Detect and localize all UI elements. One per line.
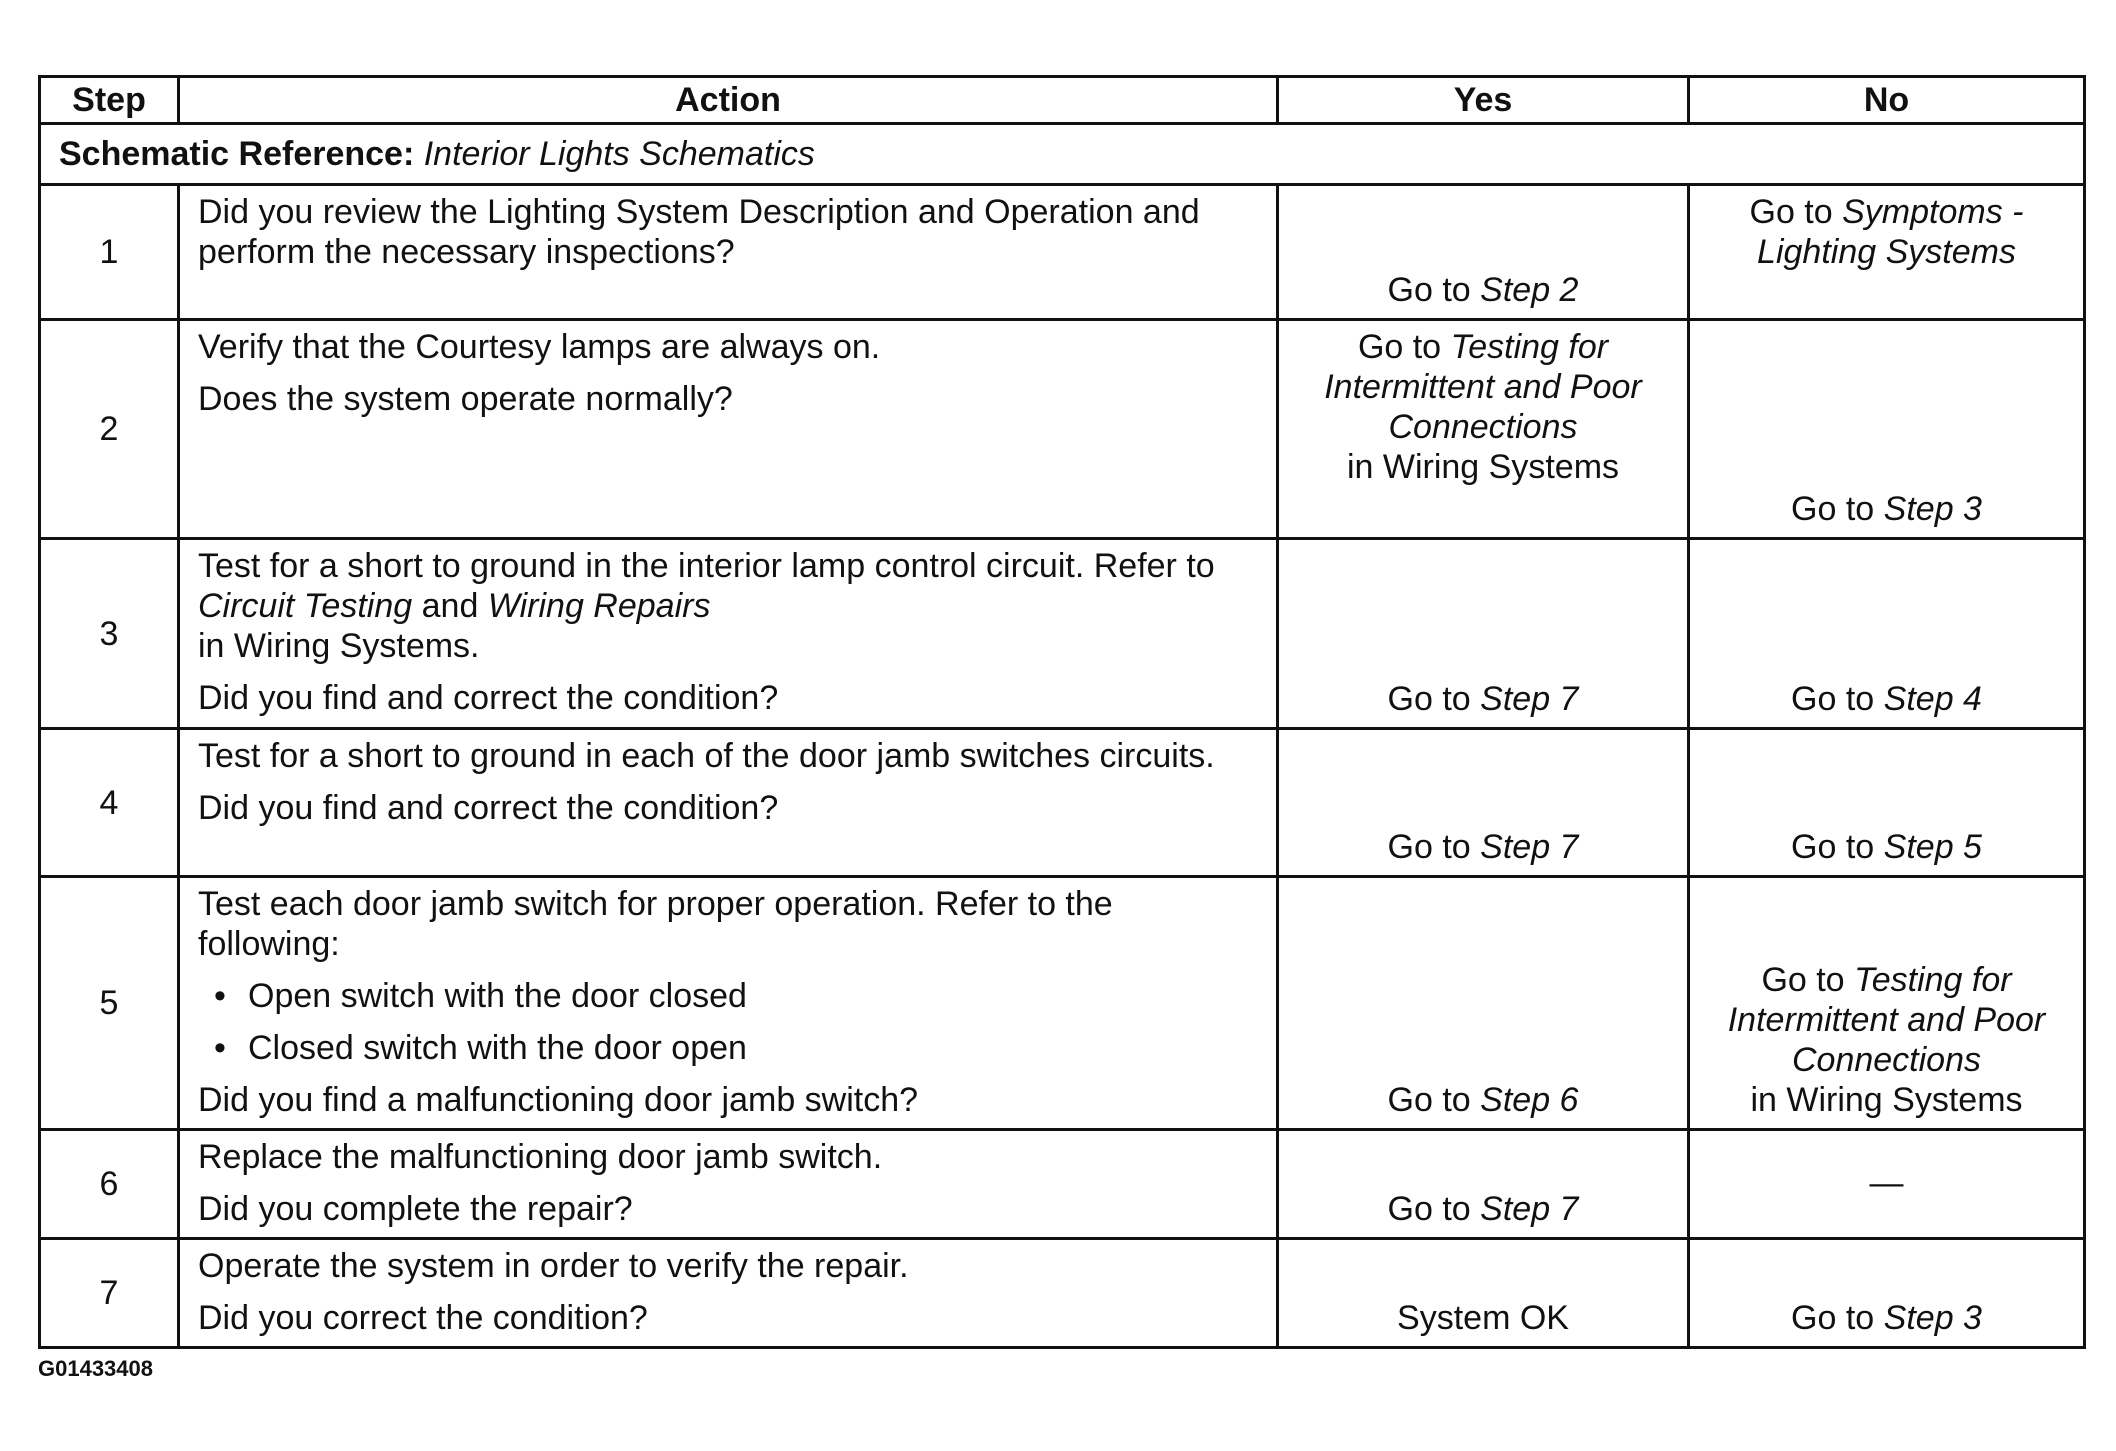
step-number: 6 xyxy=(40,1130,179,1239)
system-ok-text: System OK xyxy=(1397,1299,1569,1337)
action-cell xyxy=(179,877,1278,1130)
action-question: Did you correct the condition? xyxy=(198,1299,648,1337)
dash-text: — xyxy=(1869,1164,1904,1202)
action-text-part: and xyxy=(421,587,479,625)
action-text: Replace the malfunctioning door jamb switch. xyxy=(198,1138,883,1176)
table-row xyxy=(40,1130,2085,1239)
yes-cell xyxy=(1278,185,1689,320)
table-row xyxy=(40,1239,2085,1348)
header-row xyxy=(40,77,2085,124)
table-row xyxy=(40,729,2085,877)
schematic-reference-row xyxy=(40,124,2085,185)
circuit-testing-link[interactable]: Circuit Testing xyxy=(198,587,413,625)
header-action: Action xyxy=(179,77,1278,124)
action-text xyxy=(198,546,1258,666)
action-text: Test for a short to ground in each of the door jamb switches circuits. xyxy=(198,737,1215,775)
goto-text: Go to xyxy=(1749,193,1833,231)
header-yes: Yes xyxy=(1278,77,1689,124)
yes-cell xyxy=(1278,320,1689,539)
step-link[interactable]: Step 7 xyxy=(1480,1190,1579,1228)
action-text: Test each door jamb switch for proper operation. Refer to the following: xyxy=(198,885,1113,963)
yes-cell xyxy=(1278,729,1689,877)
no-cell xyxy=(1689,729,2085,877)
yes-cell xyxy=(1278,539,1689,729)
table-row xyxy=(40,320,2085,539)
no-cell xyxy=(1689,877,2085,1130)
schematic-reference-link[interactable]: Interior Lights Schematics xyxy=(423,135,815,173)
wiring-systems-text: in Wiring Systems xyxy=(1750,1081,2023,1119)
goto-text: Go to xyxy=(1387,1190,1471,1228)
step-number: 5 xyxy=(40,877,179,1130)
step-link[interactable]: Step 6 xyxy=(1480,1081,1579,1119)
goto-text: Go to xyxy=(1761,961,1845,999)
step-number: 2 xyxy=(40,320,179,539)
goto-text: Go to xyxy=(1387,271,1471,309)
goto-text: Go to xyxy=(1791,828,1875,866)
action-question: Did you find a malfunctioning door jamb switch? xyxy=(198,1081,919,1119)
goto-text: Go to xyxy=(1387,828,1471,866)
step-number: 1 xyxy=(40,185,179,320)
action-question: Did you find and correct the condition? xyxy=(198,789,779,827)
symptoms-link[interactable]: Symptoms - Lighting Systems xyxy=(1757,193,2024,271)
action-text-part: Test for a short to ground in the interior lamp control circuit. Refer to xyxy=(198,547,1215,585)
goto-text: Go to xyxy=(1357,328,1442,366)
action-cell xyxy=(179,1130,1278,1239)
diagnostic-table xyxy=(38,75,2086,1349)
action-cell xyxy=(179,185,1278,320)
step-link[interactable]: Step 3 xyxy=(1883,1299,1982,1337)
action-cell xyxy=(179,729,1278,877)
action-text: Verify that the Courtesy lamps are always on. xyxy=(198,328,881,366)
goto-text: Go to xyxy=(1387,680,1471,718)
step-number: 3 xyxy=(40,539,179,729)
table-row xyxy=(40,877,2085,1130)
yes-cell xyxy=(1278,1239,1689,1348)
step-link[interactable]: Step 5 xyxy=(1883,828,1982,866)
list-item: • Closed switch with the door open xyxy=(248,1028,1258,1068)
step-number: 4 xyxy=(40,729,179,877)
goto-text: Go to xyxy=(1791,490,1875,528)
schematic-reference xyxy=(40,124,2085,185)
header-no: No xyxy=(1689,77,2085,124)
step-link[interactable]: Step 4 xyxy=(1883,680,1982,718)
goto-text: Go to xyxy=(1387,1081,1471,1119)
wiring-systems-text: in Wiring Systems xyxy=(1346,448,1620,486)
no-cell xyxy=(1689,185,2085,320)
yes-cell xyxy=(1278,877,1689,1130)
action-question: Did you find and correct the condition? xyxy=(198,679,779,717)
action-cell xyxy=(179,1239,1278,1348)
schematic-reference-label: Schematic Reference: xyxy=(59,135,415,173)
yes-cell xyxy=(1278,1130,1689,1239)
goto-text: Go to xyxy=(1791,1299,1875,1337)
action-question: Did you complete the repair? xyxy=(198,1190,633,1228)
action-text: Did you review the Lighting System Description and Operation and perform the necessary inspections? xyxy=(198,193,1200,271)
no-cell xyxy=(1689,320,2085,539)
table-row xyxy=(40,185,2085,320)
action-question: Does the system operate normally? xyxy=(198,380,733,418)
action-cell xyxy=(179,320,1278,539)
goto-text: Go to xyxy=(1791,680,1875,718)
table-row xyxy=(40,539,2085,729)
testing-link[interactable]: Testing for Intermittent and Poor Connections xyxy=(1727,961,2046,1079)
bullet-list xyxy=(198,976,1258,1068)
figure-id: G01433408 xyxy=(38,1356,153,1381)
action-text-part: in Wiring Systems. xyxy=(198,627,480,665)
list-item: • Open switch with the door closed xyxy=(248,976,1258,1016)
step-link[interactable]: Step 3 xyxy=(1883,490,1982,528)
action-cell xyxy=(179,539,1278,729)
wiring-repairs-link[interactable]: Wiring Repairs xyxy=(487,587,711,625)
no-cell xyxy=(1689,1130,2085,1239)
testing-link[interactable]: Testing for Intermittent and Poor Connections xyxy=(1324,328,1642,446)
step-link[interactable]: Step 2 xyxy=(1480,271,1579,309)
action-text: Operate the system in order to verify the repair. xyxy=(198,1247,909,1285)
no-cell xyxy=(1689,539,2085,729)
step-link[interactable]: Step 7 xyxy=(1480,828,1579,866)
no-cell xyxy=(1689,1239,2085,1348)
header-step: Step xyxy=(40,77,179,124)
step-link[interactable]: Step 7 xyxy=(1480,680,1579,718)
step-number: 7 xyxy=(40,1239,179,1348)
